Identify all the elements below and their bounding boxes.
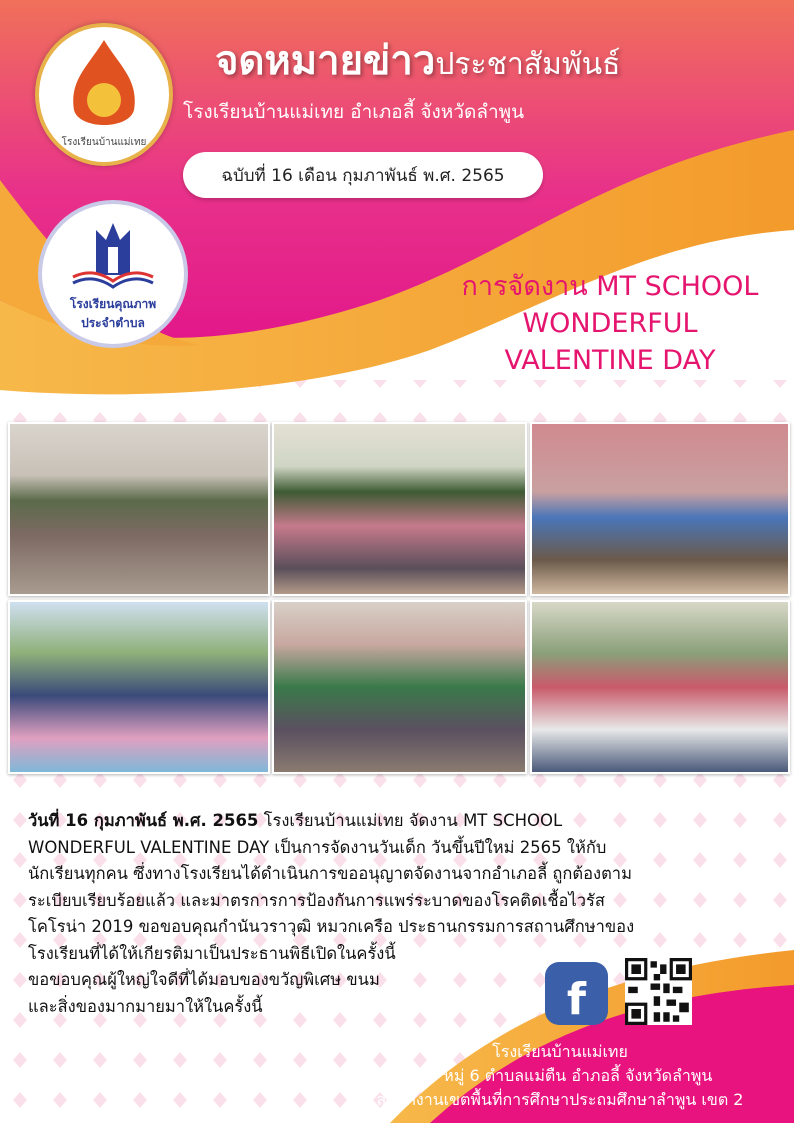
footer-address: โรงเรียนบ้านแม่เทย 389 หมู่ 6 ตำบลแม่ตืน อำภอลี้ จังหวัดลำพูน สำนักงานเขตพื้นที่การศึกษาประถมศึกษาลำพูน เขต 2 [376,1042,744,1109]
photo-children-painting [8,600,270,774]
headline: การจัดงาน MT SCHOOL WONDERFUL VALENTINE DAY [461,271,759,376]
school-seal-logo: โรงเรียนบ้านแม่เทย [35,23,173,166]
newsletter-title: จดหมายข่าวประชาสัมพันธ์ [215,38,621,84]
photo-card-game [530,600,790,774]
photo-children-hall [272,600,527,774]
issue-badge: ฉบับที่ 16 เดือน กุมภาพันธ์ พ.ศ. 2565 [183,152,543,198]
qr-code-icon[interactable] [625,958,692,1025]
facebook-icon[interactable]: f [545,962,608,1025]
seal-emblem-icon [69,40,139,135]
crown-book-icon [68,215,158,295]
photo-guests-seated [530,422,790,596]
photo-ceremony-group [272,422,527,596]
quality-school-logo: โรงเรียนคุณภาพ ประจำตำบล [38,200,188,348]
photo-stage-group [8,422,270,596]
article-body: วันที่ 16 กุมภาพันธ์ พ.ศ. 2565 โรงเรียนบ้านแม่เทย จัดงาน MT SCHOOL WONDERFUL VALENTINE DAY เป็นการจัดงานวันเด็ก วันขึ้นปีใหม่ 2565 ให้กับ นักเรียนทุกคน ซึ่งทางโรงเรียนได้ดำเนินการขออนุญาตจัดงานจากอำเภอลี้ ถูกต้องตาม ระเบียบเรียบร้อยแล้ว และมาตรการการป้องกันการแพร่ระบาดของโรคติดเชื้อไวรัส โคโรน่า 2019 ขอขอบคุณกำนันวราวุฒิ หมวกเครือ ประธานกรรมการสถานศึกษาของ โรงเรียนที่ได้ให้เกียรติมาเป็นประธานพิธีเปิดในครั้งนี้ ขอขอบคุณผู้ใหญ่ใจดีที่ได้มอบของขวัญพิเศษ ขนม และสิ่งของมากมายมาให้ในครั้งนี้ [28,811,635,1016]
school-subtitle: โรงเรียนบ้านแม่เทย อำเภอลี้ จังหวัดลำพูน [183,101,525,123]
